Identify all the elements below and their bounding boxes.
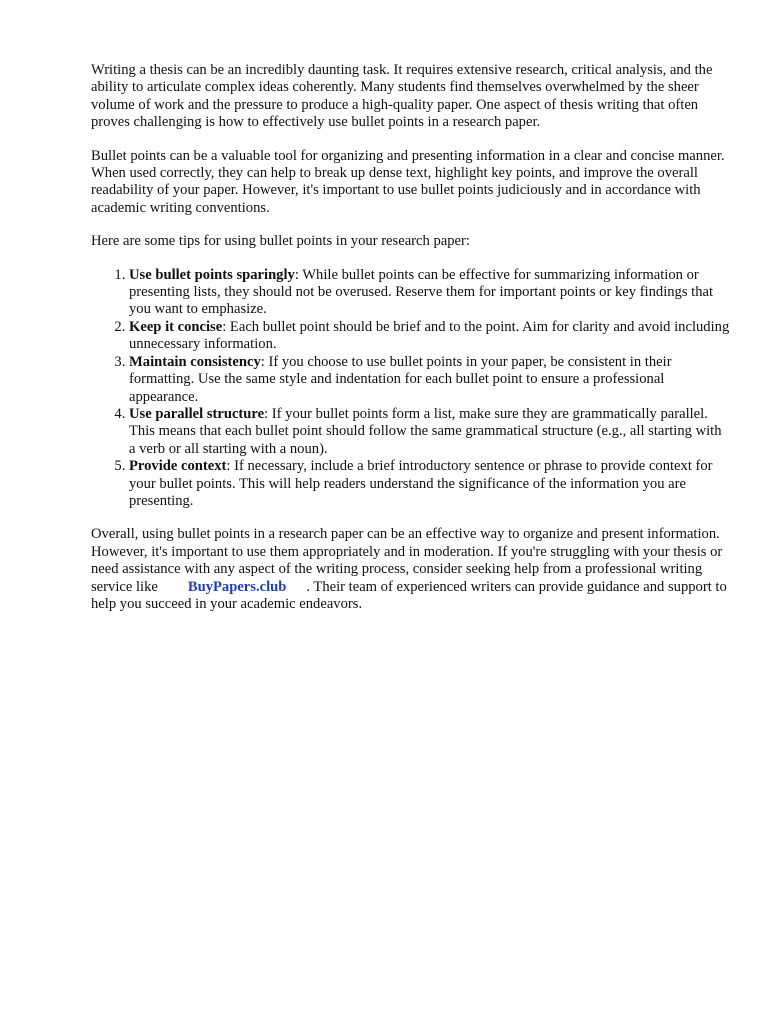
- intro-paragraph-3: Here are some tips for using bullet points in your research paper:: [91, 233, 470, 250]
- document-page: [91, 62, 731, 629]
- list-item: [129, 406, 731, 458]
- tip-term: Maintain consistency: [129, 353, 261, 370]
- conclusion-paragraph: [91, 526, 731, 613]
- list-item: [129, 458, 731, 510]
- tip-term: Provide context: [129, 458, 227, 475]
- list-item: [129, 267, 731, 319]
- tip-text: : While bullet points can be effective for summarizing information or presenting lists, they should not be overused. Reserve them for important points or key findings that you want to emphasize.: [129, 266, 714, 318]
- tip-text: : If you choose to use bullet points in your paper, be consistent in their formatting. Use the same style and indentation for each bullet point to ensure a professional appearance.: [129, 353, 672, 405]
- list-item: [129, 319, 731, 354]
- tips-list: [91, 267, 731, 511]
- tip-text: : Each bullet point should be brief and to the point. Aim for clarity and avoid including unnecessary information.: [129, 318, 730, 353]
- list-item: [129, 354, 731, 406]
- intro-paragraph-2: Bullet points can be a valuable tool for organizing and presenting information in a clear and concise manner. When used correctly, they can help to break up dense text, highlight key points, and improve the overall readability of your paper. However, it's important to use bullet points judiciously and in accordance with academic writing conventions.: [91, 147, 725, 216]
- conclusion-text-before: Overall, using bullet points in a research paper can be an effective way to organize and present information. However, it's important to use them appropriately and in moderation. If you're struggling with your thesis or need assistance with any aspect of the writing process, consider seeking help from a professional writing service like: [91, 526, 723, 595]
- tip-term: Use bullet points sparingly: [129, 266, 295, 283]
- tip-text: : If your bullet points form a list, make sure they are grammatically parallel. This means that each bullet point should follow the same grammatical structure (e.g., all starting with a verb or all starting with a noun).: [129, 405, 722, 457]
- tip-term: Keep it concise: [129, 318, 223, 335]
- tip-text: : If necessary, include a brief introductory sentence or phrase to provide context for your bullet points. This will help readers understand the significance of the information you are presenting.: [129, 458, 713, 509]
- intro-paragraph-1: Writing a thesis can be an incredibly daunting task. It requires extensive research, critical analysis, and the ability to articulate complex ideas coherently. Many students find themselves overwhelmed by the sheer volume of work and the pressure to produce a high-quality paper. One aspect of thesis writing that often proves challenging is how to effectively use bullet points in a research paper.: [91, 62, 713, 131]
- tip-term: Use parallel structure: [129, 405, 265, 422]
- buypapers-link[interactable]: BuyPapers.club: [187, 578, 287, 595]
- conclusion-text-after: . Their team of experienced writers can provide guidance and support to help you succeed in your academic endeavors.: [91, 578, 727, 612]
